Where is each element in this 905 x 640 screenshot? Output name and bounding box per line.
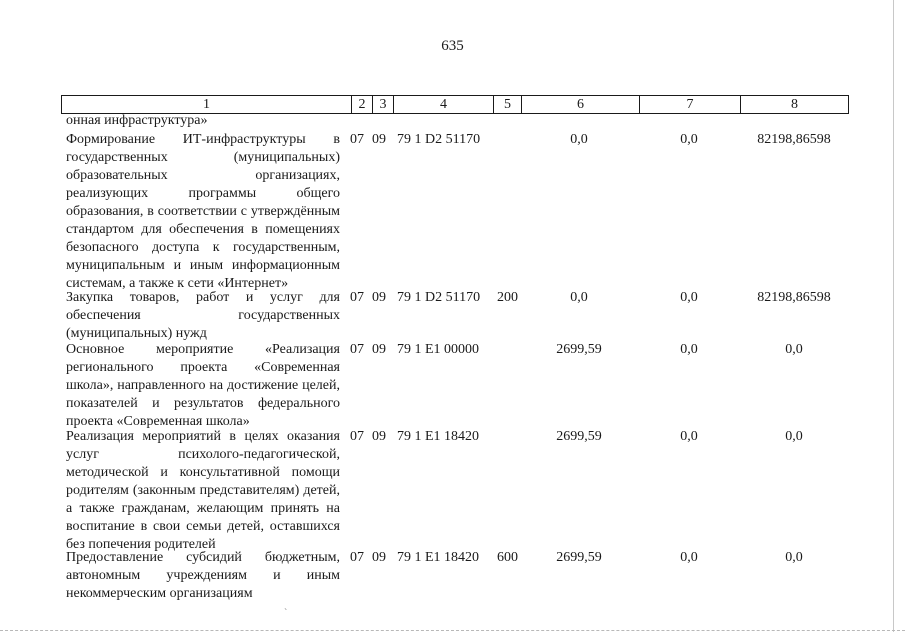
row-value-7: 0,0 bbox=[680, 290, 698, 305]
page-number: 635 bbox=[441, 38, 464, 54]
row-pr: 09 bbox=[372, 290, 386, 305]
row-rz: 07 bbox=[350, 342, 364, 357]
row-csr: 79 1 E1 18420 bbox=[397, 429, 480, 444]
header-col-8: 8 bbox=[740, 96, 848, 113]
row-csr: 79 1 D2 51170 bbox=[397, 132, 481, 147]
row-value-6: 2699,59 bbox=[556, 342, 602, 357]
header-col-2: 2 bbox=[351, 96, 372, 113]
header-col-4: 4 bbox=[393, 96, 493, 113]
header-col-5: 5 bbox=[493, 96, 521, 113]
row-value-6: 0,0 bbox=[570, 290, 588, 305]
header-col-7: 7 bbox=[639, 96, 740, 113]
row-rz: 07 bbox=[350, 429, 364, 444]
row-value-8: 0,0 bbox=[785, 550, 803, 565]
row-rz: 07 bbox=[350, 132, 364, 147]
row-rz: 07 bbox=[350, 290, 364, 305]
header-col-1: 1 bbox=[203, 97, 210, 112]
row-value-6: 2699,59 bbox=[556, 429, 602, 444]
row-description: Основное мероприятие «Реализация регионального проекта «Современная школа», направленного на достижение целей, показателей и результатов федерального проекта «Современная школа» bbox=[66, 342, 340, 429]
row-pr: 09 bbox=[372, 550, 386, 565]
table-header-row bbox=[61, 95, 849, 114]
row-value-8: 0,0 bbox=[785, 429, 803, 444]
row-pr: 09 bbox=[372, 132, 386, 147]
header-col-6: 6 bbox=[521, 96, 639, 113]
row-value-7: 0,0 bbox=[680, 429, 698, 444]
row-csr: 79 1 E1 00000 bbox=[397, 342, 480, 357]
continued-description: онная инфраструктура» bbox=[66, 113, 208, 128]
row-rz: 07 bbox=[350, 550, 364, 565]
row-value-8: 82198,86598 bbox=[757, 132, 831, 147]
row-value-8: 0,0 bbox=[785, 342, 803, 357]
header-col-3: 3 bbox=[372, 96, 393, 113]
row-value-6: 0,0 bbox=[570, 132, 588, 147]
scan-speck: ` bbox=[284, 608, 288, 619]
row-csr: 79 1 D2 51170 bbox=[397, 290, 481, 305]
page-edge-right bbox=[893, 0, 894, 632]
row-value-8: 82198,86598 bbox=[757, 290, 831, 305]
row-description: Формирование ИТ-инфраструктуры в государственных (муниципальных) образовательных организациях, реализующих программы общего образования, в соответствии с утверждённым стандартом для обеспечения в помещениях безопасного доступа к государственным, муниципальным и иным информационным системам, а также к сети «Интернет» bbox=[66, 132, 340, 291]
row-description: Реализация мероприятий в целях оказания услуг психолого-педагогической, методической и консультативной помощи родителям (законным представителям) детей, а также гражданам, желающим принять на воспитание в свои семьи детей, оставшихся без попечения родителей bbox=[66, 429, 340, 552]
row-value-6: 2699,59 bbox=[556, 550, 602, 565]
row-vr: 600 bbox=[497, 550, 518, 565]
row-value-7: 0,0 bbox=[680, 550, 698, 565]
row-pr: 09 bbox=[372, 429, 386, 444]
page-edge-bottom bbox=[0, 630, 905, 631]
row-csr: 79 1 E1 18420 bbox=[397, 550, 480, 565]
row-description: Предоставление субсидий бюджетным, автономным учреждениям и иным некоммерческим организациям bbox=[66, 550, 340, 601]
row-vr: 200 bbox=[497, 290, 518, 305]
row-value-7: 0,0 bbox=[680, 132, 698, 147]
row-value-7: 0,0 bbox=[680, 342, 698, 357]
row-pr: 09 bbox=[372, 342, 386, 357]
row-description: Закупка товаров, работ и услуг для обеспечения государственных (муниципальных) нужд bbox=[66, 290, 340, 341]
